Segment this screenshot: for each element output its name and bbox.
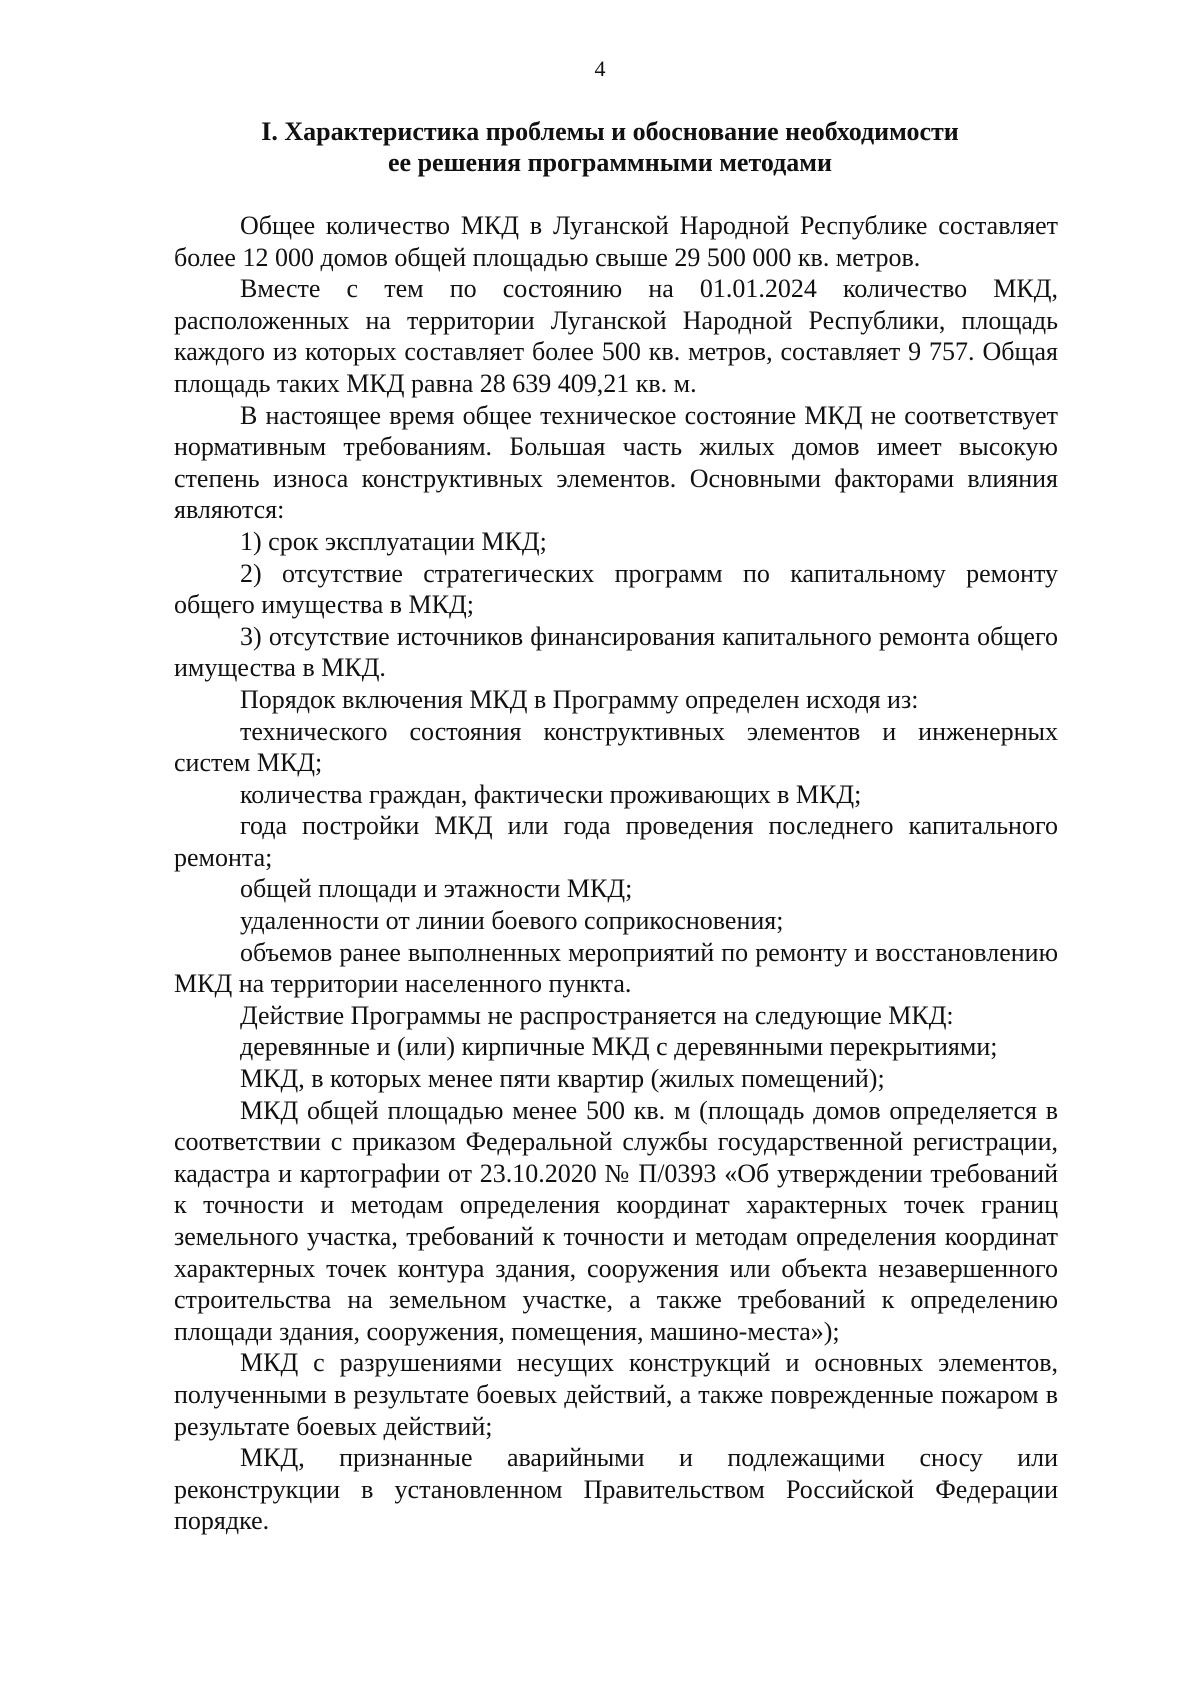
section-heading [160, 116, 1060, 178]
list-item: деревянные и (или) кирпичные МКД с деревянными перекрытиями; [240, 1032, 998, 1062]
paragraph: Вместе с тем по состоянию на 01.01.2024 количество МКД, расположенных на территории Луганской Народной Республики, площадь каждого из которых составляет более 500 кв. метров, составляет 9 757. Общая площадь таких МКД равна 28 639 409,21 кв. м. [174, 274, 1058, 398]
paragraph: Порядок включения МКД в Программу определен исходя из: [240, 684, 919, 714]
page-number: 4 [594, 56, 606, 81]
list-item: 2) отсутствие стратегических программ по капитальному ремонту общего имущества в МКД; [174, 558, 1058, 620]
list-item: объемов ранее выполненных мероприятий по ремонту и восстановлению МКД на территории населенного пункта. [174, 937, 1058, 999]
paragraph: Действие Программы не распространяется на следующие МКД: [240, 1000, 954, 1030]
list-item: удаленности от линии боевого соприкосновения; [240, 906, 784, 936]
list-item: количества граждан, фактически проживающих в МКД; [240, 779, 862, 809]
document-body [174, 210, 1058, 1537]
list-item: 1) срок эксплуатации МКД; [240, 526, 547, 556]
section-heading-line-2: ее решения программными методами [388, 148, 832, 177]
list-item: 3) отсутствие источников финансирования капитального ремонта общего имущества в МКД. [174, 621, 1058, 683]
list-item: общей площади и этажности МКД; [240, 874, 633, 904]
paragraph: В настоящее время общее техническое состояние МКД не соответствует нормативным требованиям. Большая часть жилых домов имеет высокую степень износа конструктивных элементов. Основными факторами влияния являются: [174, 400, 1058, 525]
list-item: МКД с разрушениями несущих конструкций и основных элементов, полученными в результате боевых действий, а также поврежденные пожаром в результате боевых действий; [174, 1348, 1058, 1441]
list-item: МКД общей площадью менее 500 кв. м (площадь домов определяется в соответствии с приказом Федеральной службы государственной регистрации, кадастра и картографии от 23.10.2020 № П/0393 «Об утверждении требований к точности и методам определения координат характерных точек границ земельного участка, требований к точности и методам определения координат характерных точек контура здания, сооружения или объекта незавершенного строительства на земельном участке, а также требований к определению площади здания, сооружения, помещения, машино-места»); [174, 1095, 1058, 1346]
paragraph: Общее количество МКД в Луганской Народной Республике составляет более 12 000 домов общей площадью свыше 29 500 000 кв. метров. [174, 211, 1058, 272]
list-item: технического состояния конструктивных элементов и инженерных систем МКД; [174, 716, 1058, 778]
list-item: года постройки МКД или года проведения последнего капитального ремонта; [174, 811, 1058, 872]
section-heading-line-1: I. Характеристика проблемы и обоснование необходимости [261, 117, 959, 146]
list-item: МКД, признанные аварийными и подлежащими сносу или реконструкции в установленном Правительством Российской Федерации порядке. [174, 1443, 1058, 1536]
list-item: МКД, в которых менее пяти квартир (жилых помещений); [240, 1064, 885, 1094]
